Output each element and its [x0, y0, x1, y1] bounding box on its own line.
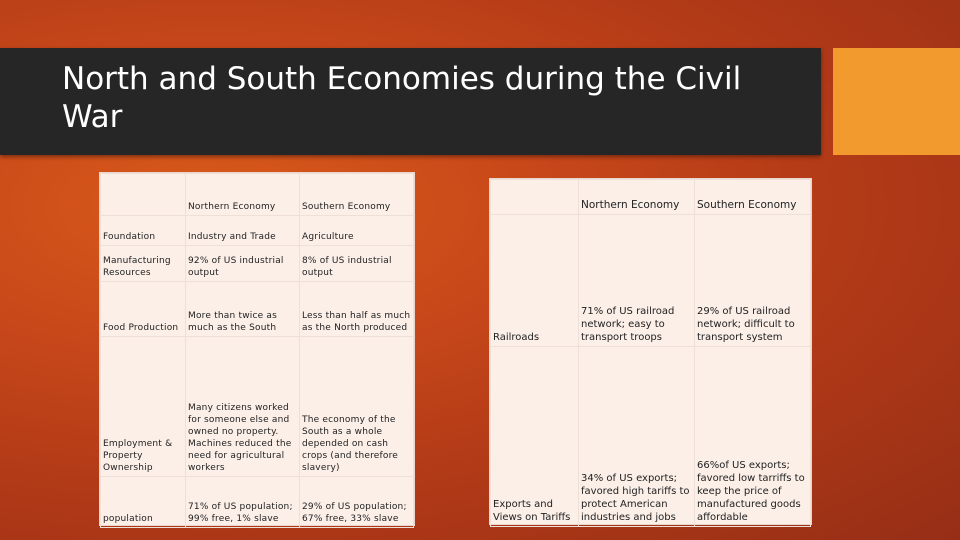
table-row	[101, 216, 414, 246]
table-row	[491, 347, 811, 527]
row-label: Exports and Views on Tariffs	[491, 347, 579, 527]
table-cell: Industry and Trade	[186, 216, 300, 246]
table-cell: 66%of US exports; favored low tarriffs to keep the price of manufactured goods affordable	[695, 347, 811, 527]
table-cell: Less than half as much as the North produced	[300, 282, 414, 337]
table-cell: 29% of US railroad network; difficult to transport system	[695, 215, 811, 347]
table-cell: 34% of US exports; favored high tariffs to protect American industries and jobs	[579, 347, 695, 527]
table-header-row	[101, 174, 414, 216]
header-cell: Southern Economy	[695, 180, 811, 215]
header-cell	[101, 174, 186, 216]
header-cell: Northern Economy	[186, 174, 300, 216]
left-comparison-table	[99, 172, 415, 526]
header-cell: Southern Economy	[300, 174, 414, 216]
table-header-row	[491, 180, 811, 215]
table-cell: Agriculture	[300, 216, 414, 246]
table-cell: 8% of US industrial output	[300, 246, 414, 282]
table-cell: More than twice as much as the South	[186, 282, 300, 337]
table-row	[101, 246, 414, 282]
row-label: Railroads	[491, 215, 579, 347]
accent-block	[833, 48, 960, 155]
table-cell: 92% of US industrial output	[186, 246, 300, 282]
right-comparison-table	[489, 178, 812, 525]
table-cell: 71% of US population; 99% free, 1% slave	[186, 477, 300, 528]
table-row	[101, 282, 414, 337]
row-label: Foundation	[101, 216, 186, 246]
header-cell	[491, 180, 579, 215]
table-cell: The economy of the South as a whole depended on cash crops (and therefore slavery)	[300, 337, 414, 477]
slide-title: North and South Economies during the Civil War	[62, 61, 742, 135]
header-cell: Northern Economy	[579, 180, 695, 215]
table-cell: Many citizens worked for someone else and owned no property. Machines reduced the need for agricultural workers	[186, 337, 300, 477]
table-cell: 71% of US railroad network; easy to transport troops	[579, 215, 695, 347]
row-label: Employment & Property Ownership	[101, 337, 186, 477]
row-label: population	[101, 477, 186, 528]
table-cell: 29% of US population; 67% free, 33% slave	[300, 477, 414, 528]
row-label: Manufacturing Resources	[101, 246, 186, 282]
table-row	[491, 215, 811, 347]
table-row	[101, 337, 414, 477]
row-label: Food Production	[101, 282, 186, 337]
table-row	[101, 477, 414, 528]
